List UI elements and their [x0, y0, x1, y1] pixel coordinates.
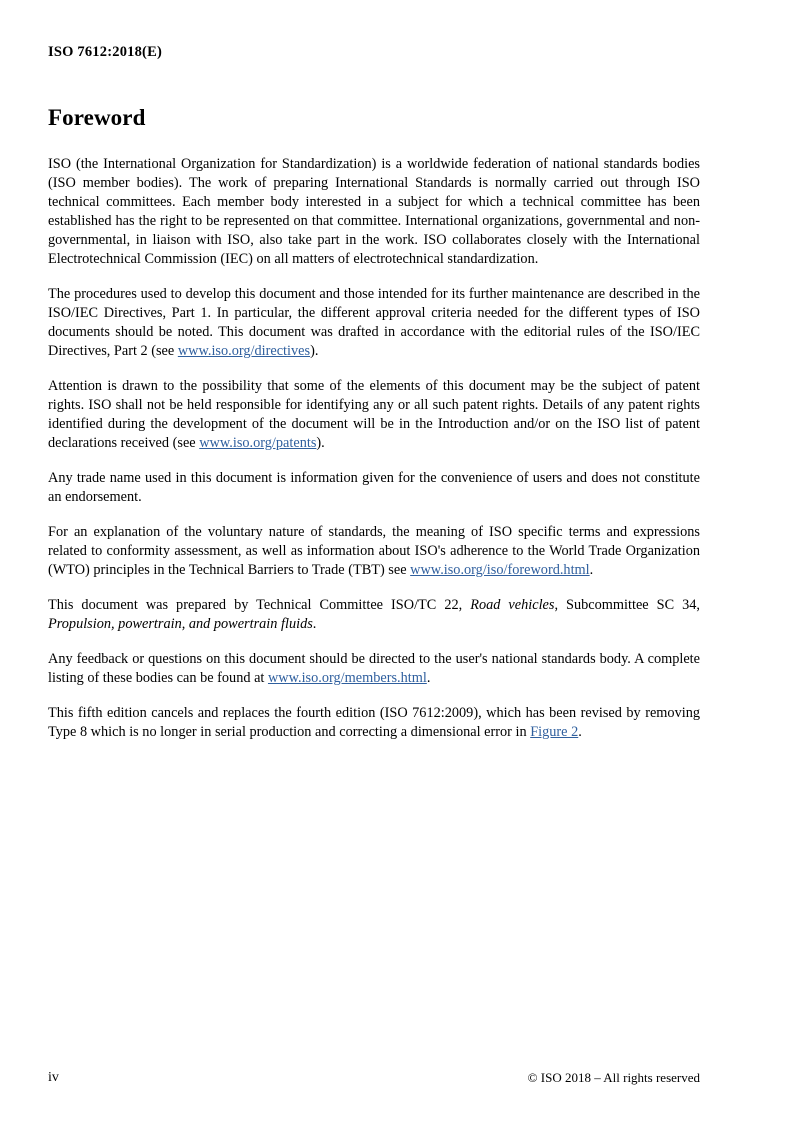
paragraph-feedback-text-end: . — [426, 670, 431, 686]
paragraph-committee — [48, 596, 700, 634]
paragraph-committee-text-end: . — [312, 616, 317, 632]
link-iso-foreword[interactable]: www.iso.org/iso/foreword.html — [410, 562, 590, 578]
paragraph-edition-notice-text-end: . — [578, 724, 582, 740]
link-iso-patents[interactable]: www.iso.org/patents — [199, 435, 317, 451]
paragraph-procedures-text-end: ). — [310, 343, 319, 359]
link-figure-2[interactable]: Figure 2 — [530, 724, 579, 740]
link-iso-directives[interactable]: www.iso.org/directives — [177, 343, 311, 359]
paragraph-voluntary-standards-text: For an explanation of the voluntary nature of standards, the meaning of ISO specific terms and expressions related to conformity assessment, as well as information about ISO's adherence to the World Trade Organization (WTO) principles in the Technical Barriers to Trade (TBT) see — [48, 524, 700, 578]
paragraph-procedures — [48, 285, 700, 361]
paragraph-feedback — [48, 650, 700, 688]
paragraph-patent-rights-text-end: ). — [316, 435, 325, 451]
paragraph-edition-notice — [48, 704, 700, 742]
paragraph-voluntary-standards-text-end: . — [589, 562, 594, 578]
paragraph-procedures-text: The procedures used to develop this document and those intended for its further maintenance are described in the ISO/IEC Directives, Part 1. In particular, the different approval criteria needed for the different types of ISO documents should be noted. This document was drafted in accordance with the editorial rules of the ISO/IEC Directives, Part 2 (see — [48, 286, 700, 359]
document-header-id: ISO 7612:2018(E) — [48, 44, 162, 60]
paragraph-patent-rights — [48, 377, 700, 453]
paragraph-voluntary-standards — [48, 523, 700, 580]
paragraph-edition-notice-text: This fifth edition cancels and replaces the fourth edition (ISO 7612:2009), which has been revised by removing Type 8 which is no longer in serial production and correcting a dimensional error in — [48, 705, 700, 740]
paragraph-feedback-text: Any feedback or questions on this document should be directed to the user's national standards body. A complete listing of these bodies can be found at — [48, 651, 700, 686]
page-title: Foreword — [48, 105, 146, 130]
copyright-notice: © ISO 2018 – All rights reserved — [527, 1070, 700, 1085]
page-number: iv — [48, 1070, 59, 1085]
committee-name-road-vehicles: Road vehicles — [470, 597, 555, 613]
subcommittee-name-propulsion: Propulsion, powertrain, and powertrain fluids — [48, 616, 313, 632]
paragraph-committee-text-mid: , Subcommittee SC 34, — [554, 597, 701, 613]
link-iso-members[interactable]: www.iso.org/members.html — [267, 670, 427, 686]
paragraph-committee-text: This document was prepared by Technical Committee ISO/TC 22, — [48, 597, 471, 613]
paragraph-iso-description: ISO (the International Organization for Standardization) is a worldwide federation of national standards bodies (ISO member bodies). The work of preparing International Standards is normally carried out through ISO technical committees. Each member body interested in a subject for which a technical committee has been established has the right to be represented on that committee. International organizations, governmental and non-governmental, in liaison with ISO, also take part in the work. ISO collaborates closely with the International Electrotechnical Commission (IEC) on all matters of electrotechnical standardization. — [48, 156, 700, 267]
paragraph-patent-rights-text: Attention is drawn to the possibility that some of the elements of this document may be the subject of patent rights. ISO shall not be held responsible for identifying any or all such patent rights. Details of any patent rights identified during the development of the document will be in the Introduction and/or on the ISO list of patent declarations received (see — [48, 378, 700, 451]
paragraph-trade-name: Any trade name used in this document is information given for the convenience of users and does not constitute an endorsement. — [48, 470, 700, 505]
document-content — [48, 105, 700, 742]
